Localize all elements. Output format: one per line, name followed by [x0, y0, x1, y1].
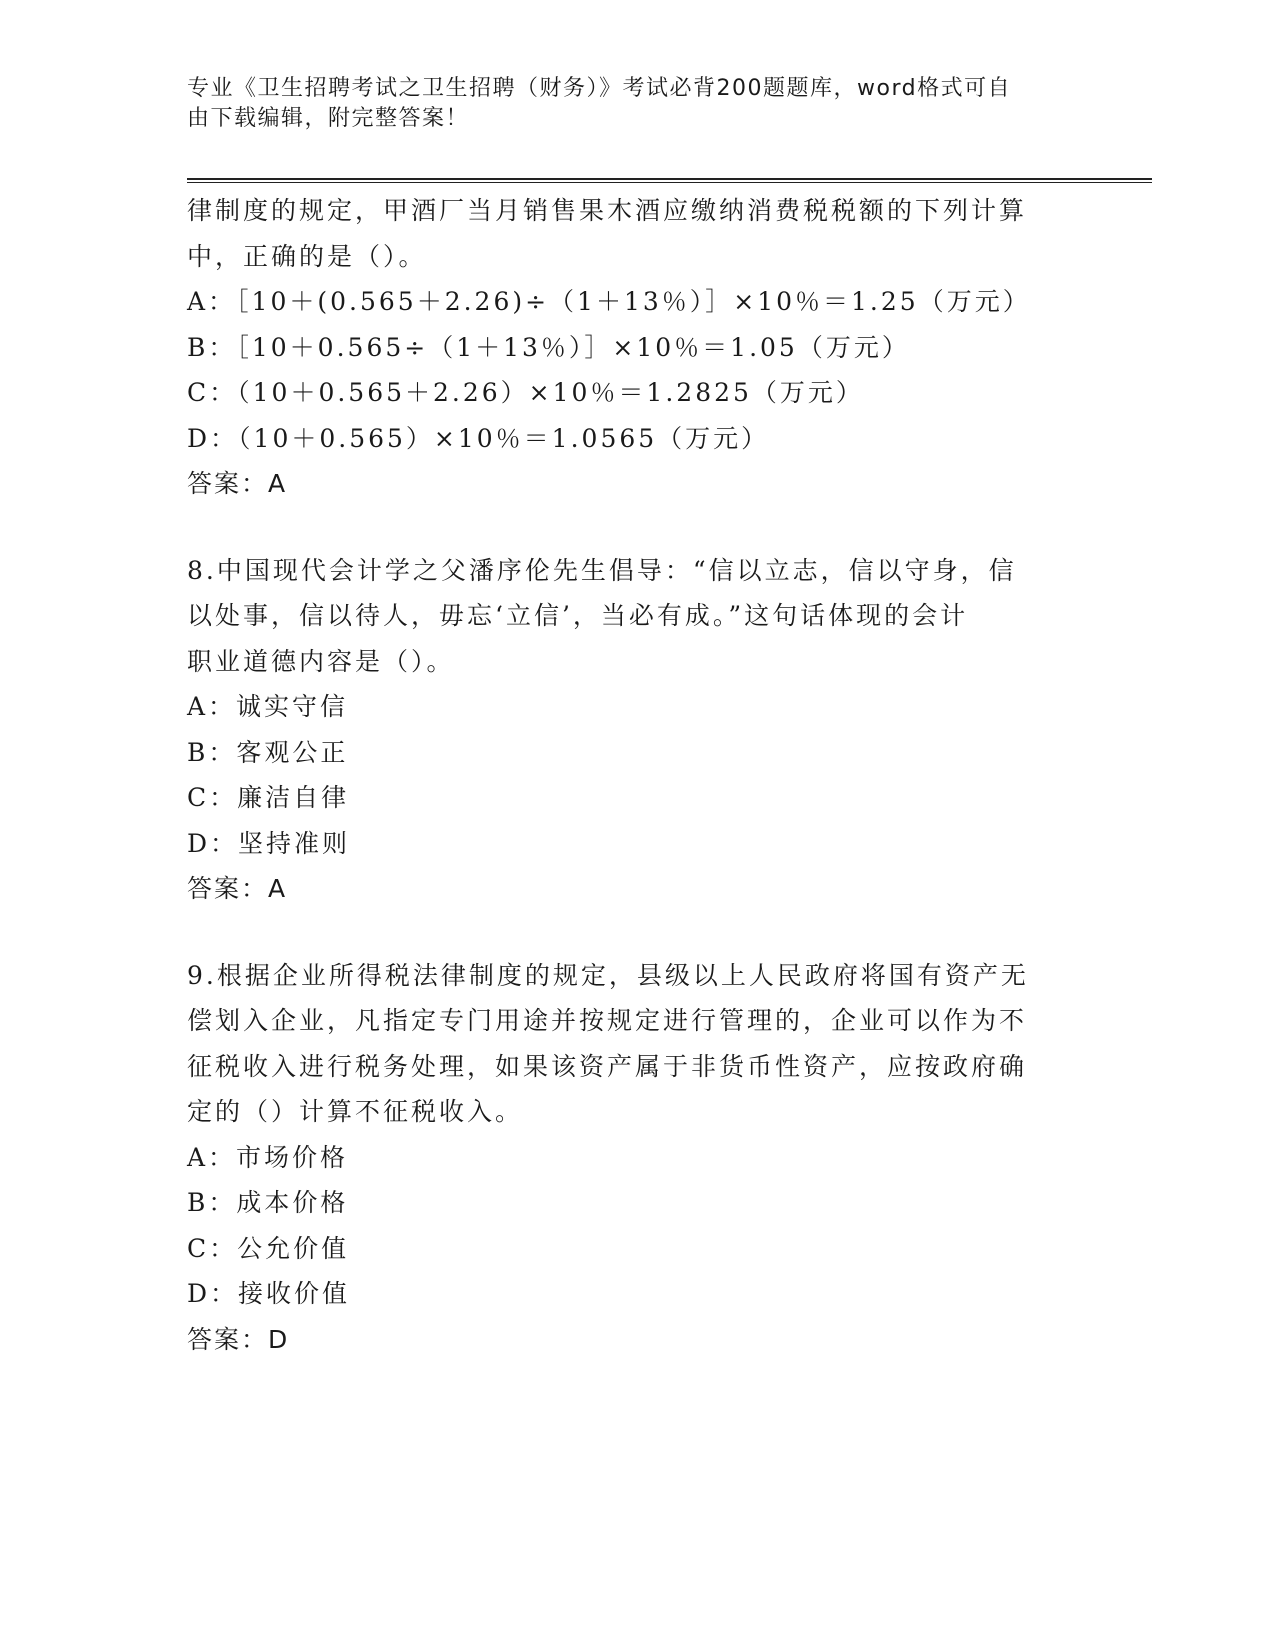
question-stem-line: 偿划入企业，凡指定专门用途并按规定进行管理的，企业可以作为不 — [187, 1006, 1028, 1035]
question-stem-line: 律制度的规定，甲酒厂当月销售果木酒应缴纳消费税税额的下列计算 — [187, 196, 1028, 225]
question-7 — [187, 188, 1067, 507]
header-rule-thin — [187, 182, 1152, 183]
question-stem-line: 以处事，信以待人，毋忘‘立信’，当必有成。”这句话体现的会计 — [187, 601, 969, 630]
question-stem-line: 中，正确的是（）。 — [187, 241, 427, 271]
document-header — [187, 74, 1067, 134]
question-stem-line: 定的（）计算不征税收入。 — [187, 1097, 524, 1126]
question-stem-line: 8.中国现代会计学之父潘序伦先生倡导：“信以立志，信以守身，信 — [187, 555, 1017, 585]
question-stem-line: 9.根据企业所得税法律制度的规定，县级以上人民政府将国有资产无 — [187, 960, 1029, 990]
answer-line: 答案：A — [187, 469, 288, 498]
option-b: B：客观公正 — [187, 737, 349, 767]
header-line-1: 专业《卫生招聘考试之卫生招聘（财务）》考试必背200题题库，word格式可自 — [187, 76, 1012, 101]
question-stem-line: 职业道德内容是（）。 — [187, 646, 455, 676]
header-line-2: 由下载编辑，附完整答案！ — [187, 106, 470, 131]
document-body — [187, 188, 1067, 1362]
option-d: D：接收价值 — [187, 1279, 351, 1308]
question-spacer — [187, 507, 1067, 548]
question-9 — [187, 953, 1067, 1363]
question-stem-line: 征税收入进行税务处理，如果该资产属于非货币性资产，应按政府确 — [187, 1051, 1028, 1081]
option-a: A：市场价格 — [187, 1142, 349, 1172]
option-a: A：［10＋(0.565＋2.26)÷（1＋13％）］×10％＝1.25（万元） — [187, 287, 1031, 316]
option-c: C：（10＋0.565＋2.26）×10％＝1.2825（万元） — [187, 378, 864, 407]
option-d: D：（10＋0.565）×10％＝1.0565（万元） — [187, 423, 770, 453]
option-a: A：诚实守信 — [187, 692, 349, 721]
option-b: B：［10＋0.565÷（1＋13％）］×10％＝1.05（万元） — [187, 332, 910, 362]
option-b: B：成本价格 — [187, 1188, 349, 1217]
question-spacer — [187, 912, 1067, 953]
option-c: C：公允价值 — [187, 1233, 350, 1263]
option-c: C：廉洁自律 — [187, 783, 350, 812]
answer-line: 答案：D — [187, 1324, 290, 1354]
header-rule-thick — [187, 178, 1152, 180]
question-8 — [187, 548, 1067, 912]
answer-line: 答案：A — [187, 874, 288, 903]
option-d: D：坚持准则 — [187, 828, 351, 858]
